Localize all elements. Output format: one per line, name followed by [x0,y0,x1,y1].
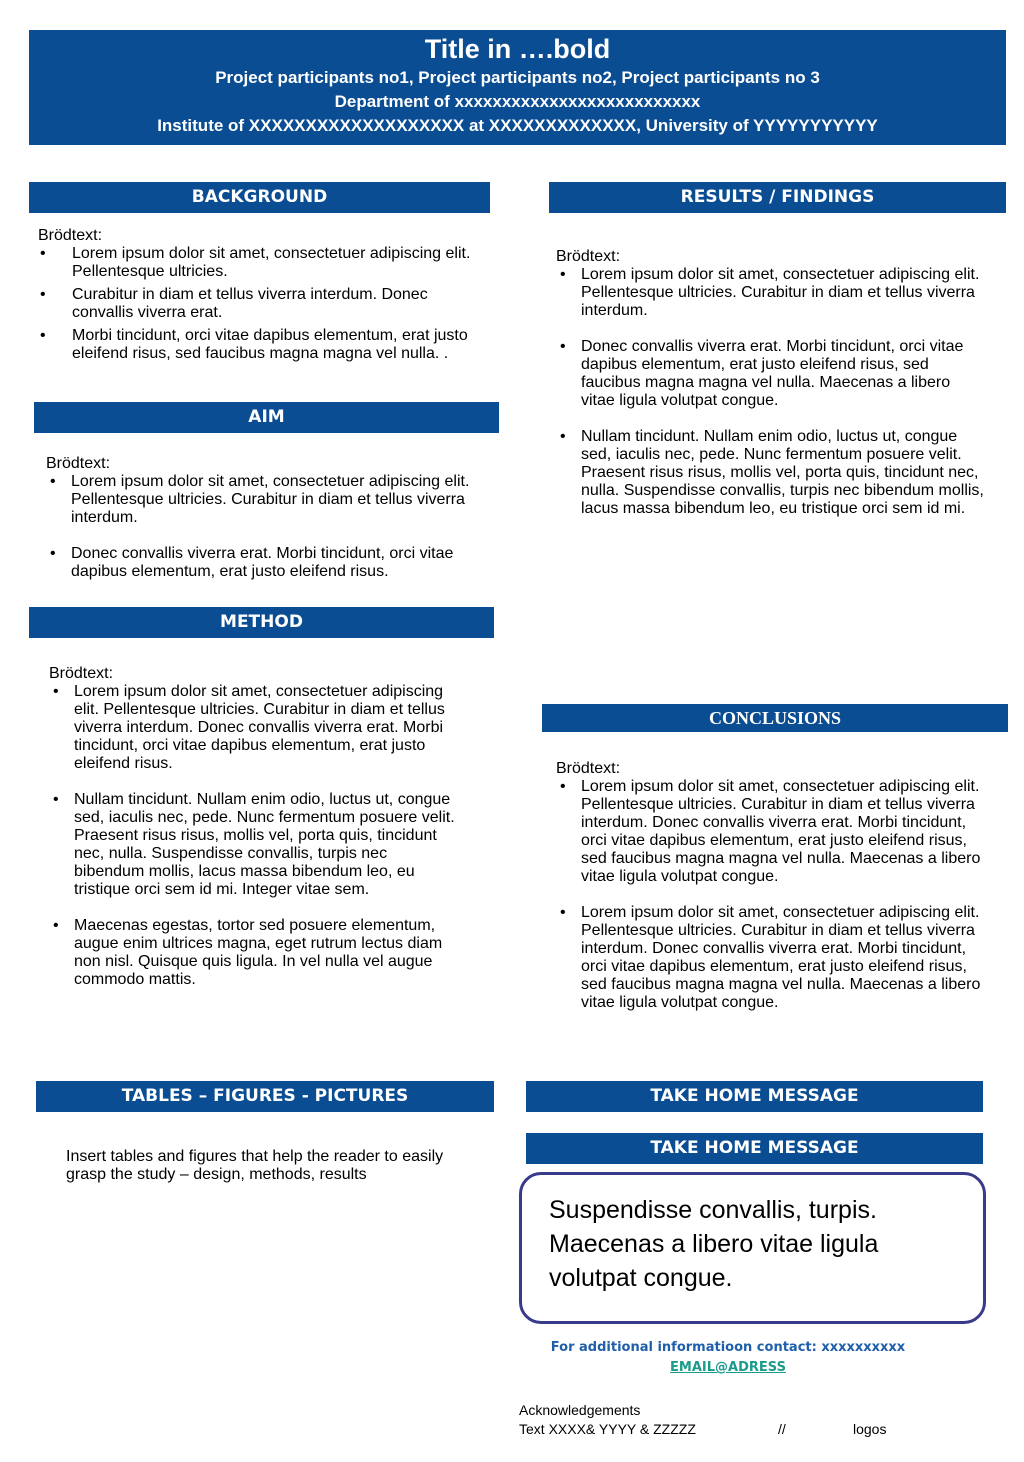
aim-list [46,473,491,581]
take-home-heading-2: TAKE HOME MESSAGE [526,1133,983,1164]
background-body [38,227,488,363]
list-item: • Lorem ipsum dolor sit amet, consectetuer adipiscing elit. Pellentesque ultricies. Curabitur in diam et tellus viverra interdum. [46,473,491,527]
take-home-box [519,1172,986,1324]
contact-email-link[interactable]: EMAIL@ADRESS [670,1360,786,1375]
acknowledgements-text: Text XXXX& YYYY & ZZZZZ [519,1421,696,1437]
tables-text: Insert tables and figures that help the reader to easily grasp the study – design, methods, results [66,1148,444,1183]
method-body [49,665,459,989]
title-banner [29,30,1006,145]
department-line: Department of xxxxxxxxxxxxxxxxxxxxxxxxxx [334,92,701,111]
poster-title: Title in ….bold [424,34,611,64]
results-heading: RESULTS / FINDINGS [549,182,1006,213]
list-item: • Curabitur in diam et tellus viverra interdum. Donec convallis viverra erat. [38,286,488,322]
method-heading: METHOD [29,607,494,638]
list-item: • Lorem ipsum dolor sit amet, consectetuer adipiscing elit. Pellentesque ultricies. Curabitur in diam et tellus viverra interdum. Donec convallis viverra erat. Morbi tincidunt, orci vitae dapibus elementum, erat justo eleifend risus, sed faucibus magna magna vel nulla. Maecenas a libero vitae ligula volutpat congue. [556,778,990,886]
institute-line: Institute of XXXXXXXXXXXXXXXXXXX at XXXXXXXXXXXXX, University of YYYYYYYYYYY [157,116,878,135]
background-intro: Brödtext: [38,227,103,244]
conclusions-heading: CONCLUSIONS [542,704,1008,732]
conclusions-list [556,778,990,1012]
participants-line: Project participants no1, Project participants no2, Project participants no 3 [215,68,820,87]
acknowledgements-title: Acknowledgements [519,1402,641,1418]
list-item: • Donec convallis viverra erat. Morbi tincidunt, orci vitae dapibus elementum, erat justo eleifend risus, sed faucibus magna magna vel nulla. Maecenas a libero vitae ligula volutpat congue. [556,338,986,410]
aim-heading: AIM [34,402,499,433]
acknowledgements-separator: // [778,1421,786,1437]
list-item: • Lorem ipsum dolor sit amet, consectetuer adipiscing elit. Pellentesque ultricies. Curabitur in diam et tellus viverra interdum. Donec convallis viverra erat. Morbi tincidunt, orci vitae dapibus elementum, erat justo eleifend risus, sed faucibus magna magna vel nulla. Maecenas a libero vitae ligula volutpat congue. [556,904,990,1012]
background-list [38,245,488,363]
list-item: • Nullam tincidunt. Nullam enim odio, luctus ut, congue sed, iaculis nec, pede. Nunc fermentum posuere velit. Praesent risus risus, mollis vel, porta quis, tincidunt nec, nulla. Suspendisse convallis, turpis nec bibendum mollis, lacus massa bibendum leo, eu tristique orci sem id mi. [556,428,986,518]
logos-placeholder: logos [853,1421,887,1437]
results-body [556,248,986,518]
aim-intro: Brödtext: [46,455,111,472]
conclusions-body [556,760,990,1012]
list-item: • Morbi tincidunt, orci vitae dapibus elementum, erat justo eleifend risus, sed faucibus magna magna vel nulla. . [38,327,488,363]
take-home-message: Suspendisse convallis, turpis. Maecenas a libero vitae ligula volutpat congue. [549,1196,879,1292]
list-item: • Lorem ipsum dolor sit amet, consectetuer adipiscing elit. Pellentesque ultricies. [38,245,488,281]
list-item: • Lorem ipsum dolor sit amet, consectetuer adipiscing elit. Pellentesque ultricies. Curabitur in diam et tellus viverra interdum. Donec convallis viverra erat. Morbi tincidunt, orci vitae dapibus elementum, erat justo eleifend risus. [49,683,459,773]
results-intro: Brödtext: [556,248,621,265]
conclusions-intro: Brödtext: [556,760,621,777]
list-item: • Lorem ipsum dolor sit amet, consectetuer adipiscing elit. Pellentesque ultricies. Curabitur in diam et tellus viverra interdum. [556,266,986,320]
take-home-heading-1: TAKE HOME MESSAGE [526,1081,983,1112]
aim-body [46,455,491,581]
list-item: • Donec convallis viverra erat. Morbi tincidunt, orci vitae dapibus elementum, erat justo eleifend risus. [46,545,491,581]
method-list [49,683,459,989]
tables-heading: TABLES – FIGURES - PICTURES [36,1081,494,1112]
contact-label: For additional informatioon contact: xxxxxxxxxx [550,1340,906,1355]
list-item: • Nullam tincidunt. Nullam enim odio, luctus ut, congue sed, iaculis nec, pede. Nunc fermentum posuere velit. Praesent risus risus, mollis vel, porta quis, tincidunt nec, nulla. Suspendisse convallis, turpis nec bibendum mollis, lacus massa bibendum leo, eu tristique orci sem id mi. Integer vitae sem. [49,791,459,899]
background-heading: BACKGROUND [29,182,490,213]
method-intro: Brödtext: [49,665,114,682]
list-item: • Maecenas egestas, tortor sed posuere elementum, augue enim ultrices magna, eget rutrum lectus diam non nisl. Quisque quis ligula. In vel nulla vel augue commodo mattis. [49,917,459,989]
results-list [556,266,986,518]
